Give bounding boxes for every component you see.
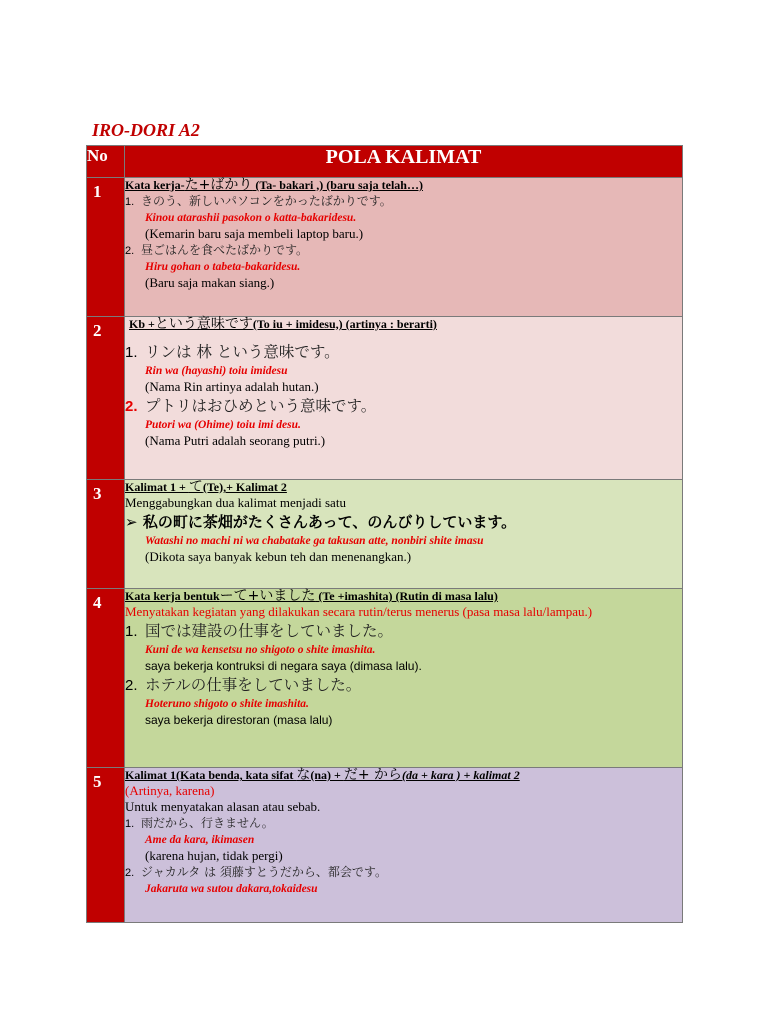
example-item: 2. プトリはおひめという意味です。 <box>125 397 377 415</box>
example-translation: saya bekerja direstoran (masa lalu) <box>145 713 333 727</box>
table-row <box>87 317 683 480</box>
example-romaji: Putori wa (Ohime) toiu imi desu. <box>145 419 301 431</box>
row-number: 3 <box>87 480 125 589</box>
header-no: No <box>87 146 125 178</box>
example-item: 2. ホテルの仕事をしていました。 <box>125 676 362 694</box>
table-row <box>87 589 683 768</box>
example-item: ➢ 私の町に茶畑がたくさんあって、のんびりしています。 <box>125 513 517 531</box>
row-content <box>125 317 683 480</box>
pattern-header: Kata kerja-た+ばかり (Ta- bakari ,) (baru saja telah…) <box>125 177 423 193</box>
example-romaji: Ame da kara, ikimasen <box>145 834 255 846</box>
pattern-header: Kalimat 1(Kata benda, kata sifat な(na) + だ+ から(da + kara ) + kalimat 2 <box>125 767 520 783</box>
example-translation: (Dikota saya banyak kebun teh dan menenangkan.) <box>145 549 412 564</box>
example-translation: saya bekerja kontruksi di negara saya (dimasa lalu). <box>145 659 422 673</box>
row-content <box>125 768 683 923</box>
example-translation: (karena hujan, tidak pergi) <box>145 848 283 863</box>
pattern-header: Kalimat 1 + て(Te),+ Kalimat 2 <box>125 479 287 495</box>
example-item: 1. 雨だから、行きません。 <box>125 816 274 830</box>
example-item: 2. ジャカルタ は 須藤すとうだから、都会です。 <box>125 865 387 879</box>
row-number: 4 <box>87 589 125 768</box>
arrow-bullet-icon: ➢ <box>125 513 138 531</box>
row-content <box>125 589 683 768</box>
row-number: 2 <box>87 317 125 480</box>
pattern-description: Menyatakan kegiatan yang dilakukan secara rutin/terus menerus (pasa masa lalu/lampau.) <box>125 604 593 619</box>
example-romaji: Hoteruno shigoto o shite imashita. <box>145 698 309 710</box>
row-number: 1 <box>87 178 125 317</box>
table-row <box>87 480 683 589</box>
example-item: 1. きのう、新しいパソコンをかったばかりです。 <box>125 194 392 208</box>
table-header-row <box>87 146 683 178</box>
example-translation: (Baru saja makan siang.) <box>145 275 275 290</box>
example-romaji: Kinou atarashii pasokon o katta-bakaridesu. <box>145 212 357 224</box>
example-translation: (Kemarin baru saja membeli laptop baru.) <box>145 226 364 241</box>
example-item: 1. 国では建設の仕事をしていました。 <box>125 622 394 640</box>
example-romaji: Watashi no machi ni wa chabatake ga takusan atte, nonbiri shite imasu <box>145 535 484 547</box>
example-item: 1. リンは 林 という意味です。 <box>125 343 340 361</box>
example-romaji: Jakaruta wa sutou dakara,tokaidesu <box>145 883 318 895</box>
example-translation: (Nama Putri adalah seorang putri.) <box>145 433 326 448</box>
example-romaji: Kuni de wa kensetsu no shigoto o shite imashita. <box>145 644 376 656</box>
example-translation: (Nama Rin artinya adalah hutan.) <box>145 379 319 394</box>
pattern-table <box>86 145 683 923</box>
table-row <box>87 178 683 317</box>
pattern-header: Kb +という意味です(To iu + imidesu,) (artinya : berarti) <box>129 316 437 332</box>
pattern-subtitle: (Artinya, karena) <box>125 783 215 798</box>
example-romaji: Hiru gohan o tabeta-bakaridesu. <box>145 261 301 273</box>
pattern-description: Menggabungkan dua kalimat menjadi satu <box>125 495 346 510</box>
pattern-description: Untuk menyatakan alasan atau sebab. <box>125 799 321 814</box>
row-content <box>125 480 683 589</box>
pattern-header: Kata kerja bentukーて+いました (Te +imashita) (Rutin di masa lalu) <box>125 588 498 604</box>
example-romaji: Rin wa (hayashi) toiu imidesu <box>145 365 288 377</box>
header-pola-kalimat: POLA KALIMAT <box>125 146 683 178</box>
document-title: IRO-DORI A2 <box>92 120 200 140</box>
example-item: 2. 昼ごはんを食べたばかりです。 <box>125 243 309 257</box>
row-number: 5 <box>87 768 125 923</box>
table-row <box>87 768 683 923</box>
row-content <box>125 178 683 317</box>
